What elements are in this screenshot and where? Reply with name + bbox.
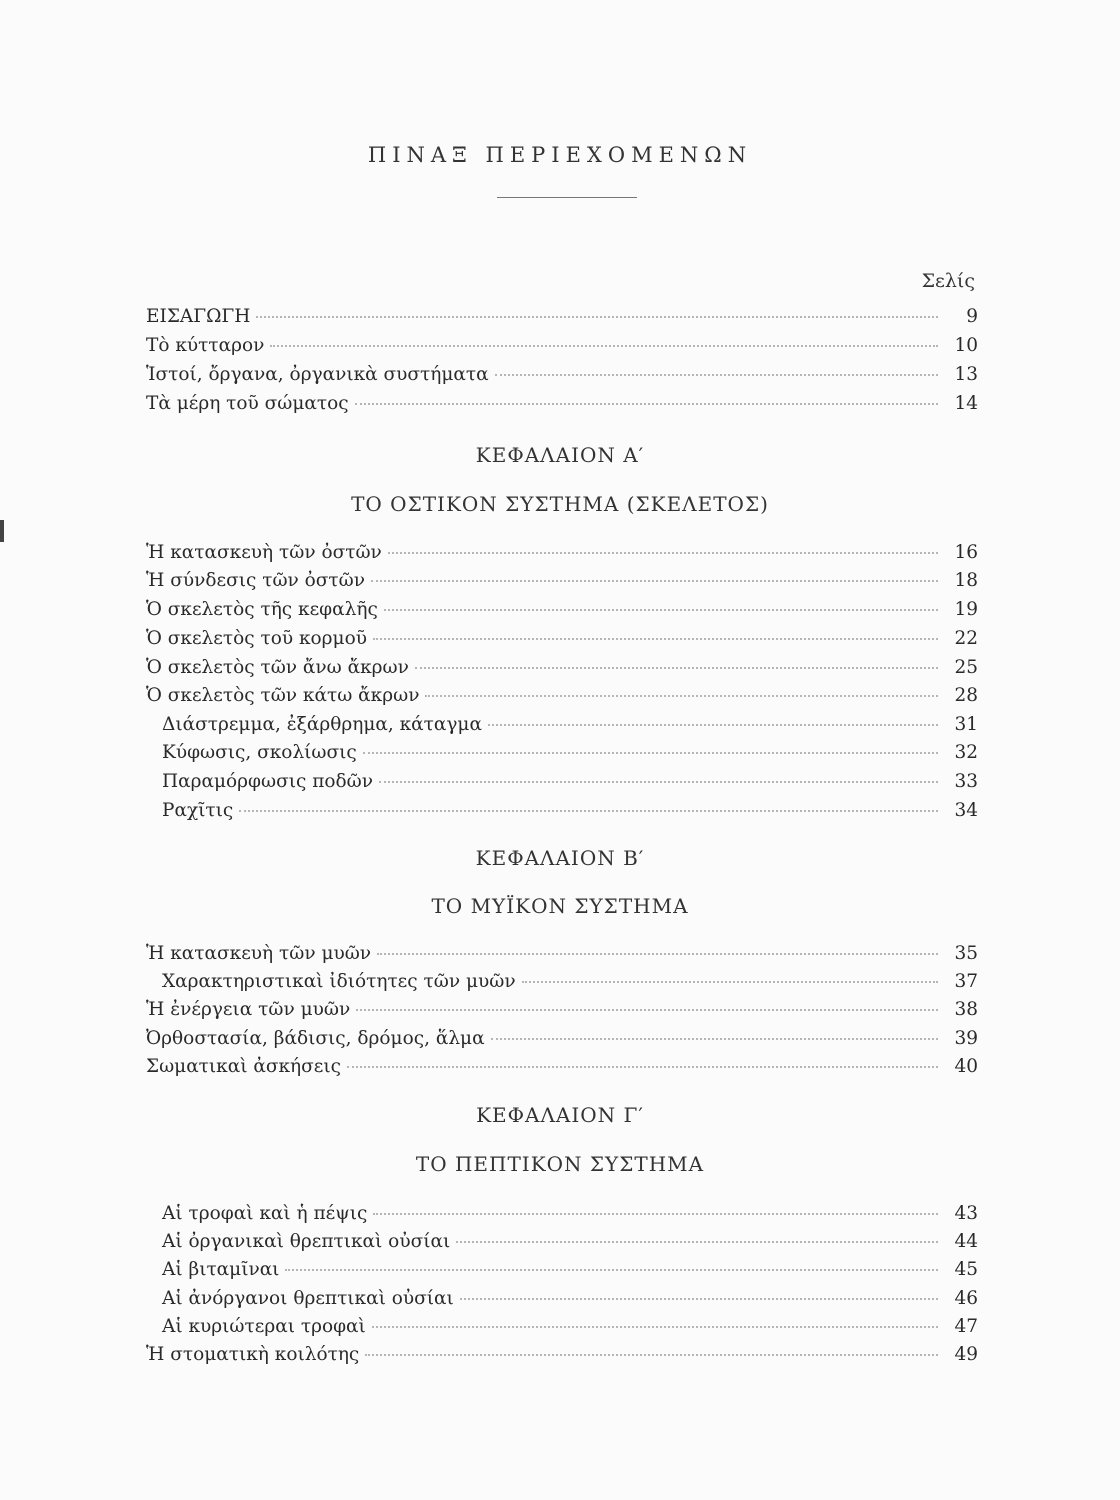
toc-entry-page: 13 [954, 364, 978, 385]
toc-entry-page: 33 [954, 771, 978, 792]
toc-entry [146, 542, 978, 568]
toc-entry-page: 9 [966, 306, 978, 327]
chapter-subheading: ΤΟ ΜΥΪΚΟΝ ΣΥΣΤΗΜΑ [431, 894, 689, 918]
toc-entry [162, 1231, 978, 1257]
toc-entry [162, 1259, 978, 1285]
dot-leader [365, 1354, 938, 1356]
toc-entry-text: Αἱ βιταμῖναι [162, 1259, 280, 1280]
toc-entry-page: 32 [954, 742, 978, 763]
toc-entry-page: 47 [954, 1316, 978, 1337]
toc-entry [162, 1316, 978, 1342]
toc-entry [162, 800, 978, 826]
toc-entry [162, 742, 978, 768]
dot-leader [425, 695, 938, 697]
dot-leader [488, 724, 938, 726]
dot-leader [373, 638, 938, 640]
toc-entry-text: ΕΙΣΑΓΩΓΗ [146, 306, 251, 327]
toc-entry-text: Τὰ μέρη τοῦ σώματος [146, 393, 349, 414]
dot-leader [372, 1326, 938, 1328]
chapter-subheading: ΤΟ ΟΣΤΙΚΟΝ ΣΥΣΤΗΜΑ (ΣΚΕΛΕΤΟΣ) [351, 492, 769, 516]
toc-entry-text: Διάστρεμμα, ἐξάρθρημα, κάταγμα [162, 714, 482, 735]
scan-edge-mark [0, 520, 4, 542]
toc-entry [146, 628, 978, 654]
dot-leader [522, 981, 938, 983]
toc-entry-page: 16 [954, 542, 978, 563]
toc-entry-text: Αἱ ὀργανικαὶ θρεπτικαὶ οὐσίαι [162, 1231, 451, 1252]
toc-entry-text: Ὁ σκελετὸς τῶν ἄνω ἄκρων [146, 657, 409, 678]
toc-entry [162, 1288, 978, 1314]
toc-entry-page: 37 [954, 971, 978, 992]
toc-entry-page: 35 [954, 943, 978, 964]
toc-entry-text: Σωματικαὶ ἀσκήσεις [146, 1056, 341, 1077]
dot-leader [384, 609, 938, 611]
toc-entry [146, 685, 978, 711]
toc-entry [146, 364, 978, 390]
dot-leader [270, 345, 938, 347]
toc-entry [146, 1344, 978, 1370]
toc-entry-text: Ὀρθοστασία, βάδισις, δρόμος, ἅλμα [146, 1028, 485, 1049]
toc-entry [146, 570, 978, 596]
toc-entry-text: Αἱ ἀνόργανοι θρεπτικαὶ οὐσίαι [162, 1288, 454, 1309]
dot-leader [355, 403, 938, 405]
toc-entry-text: Χαρακτηριστικαὶ ἰδιότητες τῶν μυῶν [162, 971, 516, 992]
toc-entry-text: Κύφωσις, σκολίωσις [162, 742, 357, 763]
chapter-heading: ΚΕΦΑΛΑΙΟΝ Γ′ [476, 1103, 644, 1127]
toc-entry-page: 31 [954, 714, 978, 735]
toc-entry-page: 19 [954, 599, 978, 620]
toc-entry-page: 10 [954, 335, 978, 356]
toc-entry-page: 28 [954, 685, 978, 706]
toc-entry [146, 599, 978, 625]
toc-entry-page: 38 [954, 999, 978, 1020]
chapter-subheading: ΤΟ ΠΕΠΤΙΚΟΝ ΣΥΣΤΗΜΑ [415, 1152, 705, 1176]
toc-entry [162, 714, 978, 740]
toc-entry [162, 771, 978, 797]
dot-leader [239, 810, 938, 812]
page-title: ΠΙΝΑΞ ΠΕΡΙΕΧΟΜΕΝΩΝ [367, 143, 753, 167]
toc-entry [146, 335, 978, 361]
toc-entry [146, 306, 978, 332]
toc-entry-page: 34 [954, 800, 978, 821]
toc-entry [146, 393, 978, 419]
dot-leader [347, 1066, 938, 1068]
toc-entry-text: Αἱ κυριώτεραι τροφαὶ [162, 1316, 366, 1337]
toc-entry [146, 657, 978, 683]
toc-entry-page: 39 [954, 1028, 978, 1049]
toc-entry-text: Ἡ κατασκευὴ τῶν ὀστῶν [146, 542, 382, 563]
toc-entry [146, 1028, 978, 1054]
title-divider [497, 197, 637, 198]
dot-leader [495, 374, 938, 376]
dot-leader [256, 316, 938, 318]
dot-leader [377, 953, 938, 955]
toc-entry-text: Παραμόρφωσις ποδῶν [162, 771, 373, 792]
dot-leader [460, 1298, 938, 1300]
toc-entry-text: Ὁ σκελετὸς τοῦ κορμοῦ [146, 628, 367, 649]
toc-entry [162, 971, 978, 997]
toc-entry-text: Ἱστοί, ὄργανα, ὀργανικὰ συστήματα [146, 364, 489, 385]
toc-entry-page: 25 [954, 657, 978, 678]
chapter-heading: ΚΕΦΑΛΑΙΟΝ Α′ [475, 443, 645, 467]
toc-entry-page: 49 [954, 1344, 978, 1365]
dot-leader [363, 752, 938, 754]
toc-entry-text: Ραχῖτις [162, 800, 234, 821]
toc-entry-page: 40 [954, 1056, 978, 1077]
dot-leader [456, 1241, 938, 1243]
dot-leader [379, 781, 938, 783]
toc-entry-text: Ἡ σύνδεσις τῶν ὀστῶν [146, 570, 365, 591]
toc-entry-page: 45 [954, 1259, 978, 1280]
toc-entry-page: 18 [954, 570, 978, 591]
dot-leader [356, 1009, 938, 1011]
page-column-label: Σελίς [921, 270, 975, 292]
toc-entry [146, 943, 978, 969]
dot-leader [285, 1269, 938, 1271]
chapter-heading: ΚΕΦΑΛΑΙΟΝ Β′ [475, 846, 645, 870]
toc-entry-text: Αἱ τροφαὶ καὶ ἡ πέψις [162, 1203, 368, 1224]
toc-entry-text: Ἡ ἐνέργεια τῶν μυῶν [146, 999, 351, 1020]
toc-entry [146, 1056, 978, 1082]
toc-entry-page: 22 [954, 628, 978, 649]
dot-leader [415, 667, 938, 669]
toc-entry-page: 43 [954, 1203, 978, 1224]
dot-leader [371, 580, 938, 582]
toc-entry-text: Ὁ σκελετὸς τῆς κεφαλῆς [146, 599, 378, 620]
toc-entry-text: Ὁ σκελετὸς τῶν κάτω ἄκρων [146, 685, 420, 706]
dot-leader [373, 1213, 938, 1215]
toc-entry-page: 14 [954, 393, 978, 414]
toc-entry-text: Ἡ στοματικὴ κοιλότης [146, 1344, 360, 1365]
toc-entry-text: Ἡ κατασκευὴ τῶν μυῶν [146, 943, 372, 964]
toc-entry [146, 999, 978, 1025]
dot-leader [491, 1038, 938, 1040]
dot-leader [388, 552, 938, 554]
toc-entry-page: 44 [954, 1231, 978, 1252]
toc-entry [162, 1203, 978, 1229]
toc-entry-text: Τὸ κύτταρον [146, 335, 265, 356]
toc-entry-page: 46 [954, 1288, 978, 1309]
